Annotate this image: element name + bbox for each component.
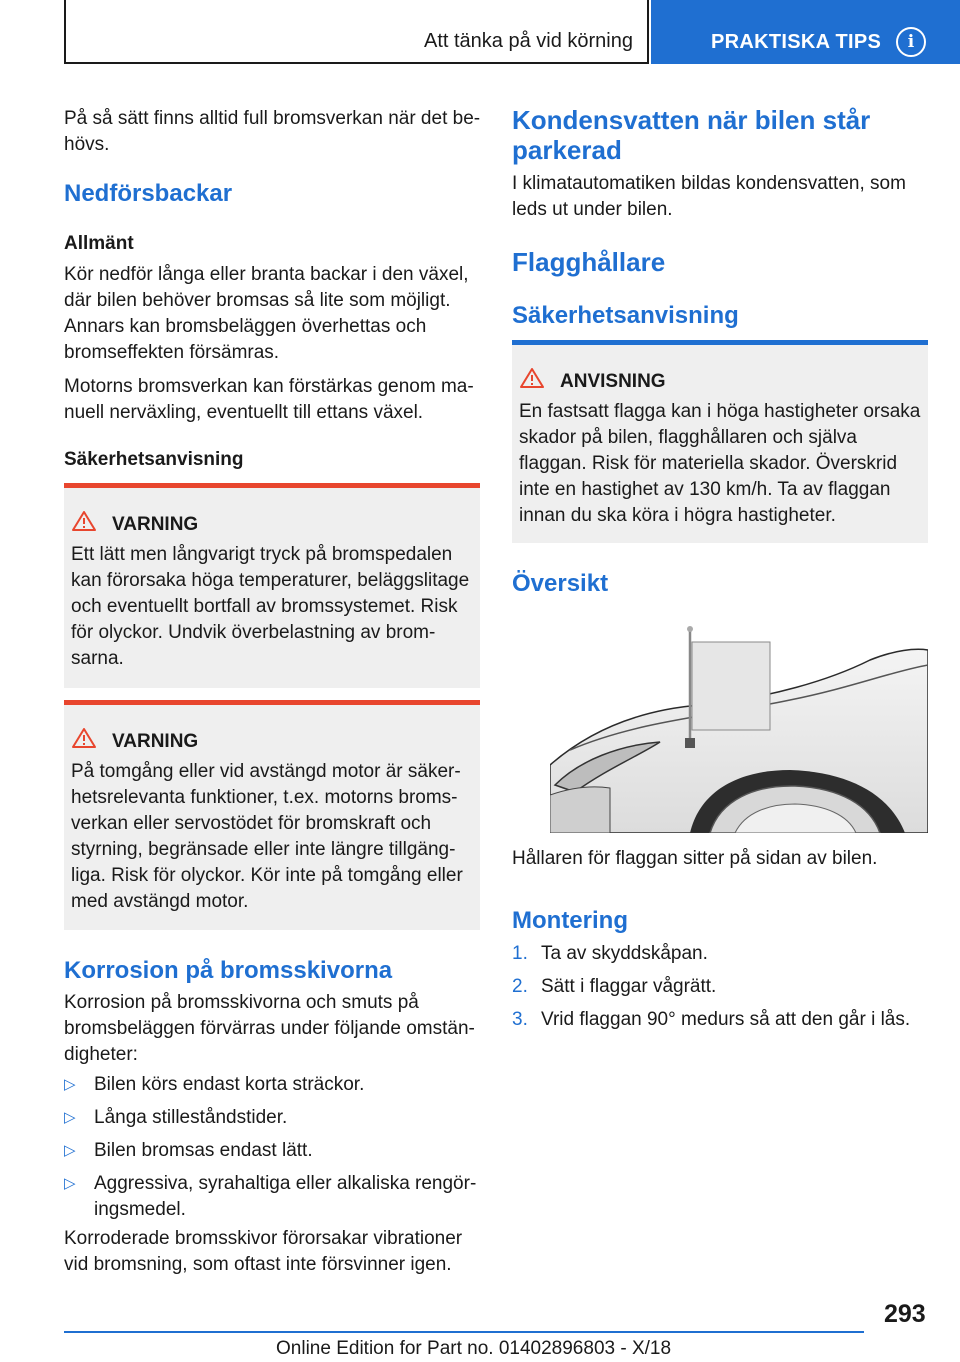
heading-safety-right: Säkerhetsanvisning: [512, 302, 739, 329]
notice-box: [512, 340, 928, 543]
illustration-caption: Hållaren för flaggan sitter på sidan av bilen.: [512, 848, 878, 869]
heading-downhill: Nedförsbackar: [64, 180, 233, 207]
general-paragraph-2: Motorns bromsverkan kan förstärkas genom ma- nuell nerväxling, eventuellt till ettans växel.: [64, 376, 474, 423]
warning-box-1: [64, 483, 480, 688]
notice-body: En fastsatt flagga kan i höga hastigheter orsaka skador på bilen, flagghållaren och själva flaggan. Risk för materiella skador. Överskrid inte en hastighet av 130 km/h. Ta av flaggan innan du ska köra i högra hastigheter.: [519, 401, 921, 526]
warning-box-2: [64, 700, 480, 930]
info-icon: i: [896, 27, 926, 57]
general-paragraph-1: Kör nedför långa eller branta backar i den växel, där bilen behöver bromsas så lite som möjligt. Annars kan bromsbeläggen överhettas och bromseffekten försämras.: [64, 264, 469, 363]
flag-holder-illustration: [550, 620, 928, 833]
warning-title-1-text: VARNING: [112, 514, 199, 535]
bullet-arrow-icon: ▷: [64, 1109, 76, 1126]
heading-condensate: Kondensvatten när bilen står parkerad: [512, 105, 871, 165]
bullet-arrow-icon: ▷: [64, 1175, 76, 1192]
warning-body-2: På tomgång eller vid avstängd motor är säker- hetsrelevanta funktioner, t.ex. motorns broms- verkan eller servostödet för bromskraft och styrning, begränsade eller inte längre tillgäng- liga. Risk för olyckor. Kör inte på tomgång eller med avstängd motor.: [71, 761, 463, 912]
intro-paragraph: På så sätt finns alltid full bromsverkan när det be- hövs.: [64, 108, 481, 155]
heading-mounting: Montering: [512, 907, 628, 934]
header-chapter-title: PRAKTISKA TIPS: [711, 31, 882, 53]
corrosion-end-paragraph: Korroderade bromsskivor förorsakar vibrationer vid bromsning, som oftast inte försvinner igen.: [64, 1228, 463, 1275]
corrosion-paragraph: Korrosion på bromsskivorna och smuts på bromsbeläggen förvärras under följande omstän- digheter:: [64, 992, 475, 1065]
warning-title-2-text: VARNING: [112, 731, 199, 752]
page-number: 293: [884, 1300, 926, 1328]
header-section-title: Att tänka på vid körning: [423, 30, 633, 52]
bullet-arrow-icon: ▷: [64, 1076, 76, 1093]
warning-title-1: [71, 514, 473, 536]
notice-title: [519, 371, 921, 393]
notice-triangle-icon: [519, 367, 545, 389]
header-section-tab: [64, 0, 649, 64]
notice-title-text: ANVISNING: [560, 371, 666, 392]
footer-edition: Online Edition for Part no. 01402896803 - X/18: [276, 1338, 672, 1359]
warning-title-2: [71, 731, 473, 753]
warning-triangle-icon: [71, 510, 97, 532]
warning-body-1: Ett lätt men långvarigt tryck på bromspedalen kan förorsaka höga temperaturer, beläggslitage och eventuellt bortfall av bromssystemet. Risk för olyckor. Undvik överbelastning av brom- sarna.: [71, 544, 470, 669]
footer-divider: [64, 1331, 864, 1333]
warning-triangle-icon: [71, 727, 97, 749]
heading-overview: Översikt: [512, 570, 609, 597]
header-chapter-tab: [651, 0, 960, 64]
condensate-paragraph: I klimatautomatiken bildas kondensvatten, som leds ut under bilen.: [512, 173, 906, 220]
heading-corrosion: Korrosion på bromsskivorna: [64, 957, 393, 984]
bullet-arrow-icon: ▷: [64, 1142, 76, 1159]
heading-general: Allmänt: [64, 233, 134, 254]
heading-safety-left: Säkerhetsanvisning: [64, 449, 244, 470]
heading-flag-holder: Flagghållare: [512, 247, 666, 277]
